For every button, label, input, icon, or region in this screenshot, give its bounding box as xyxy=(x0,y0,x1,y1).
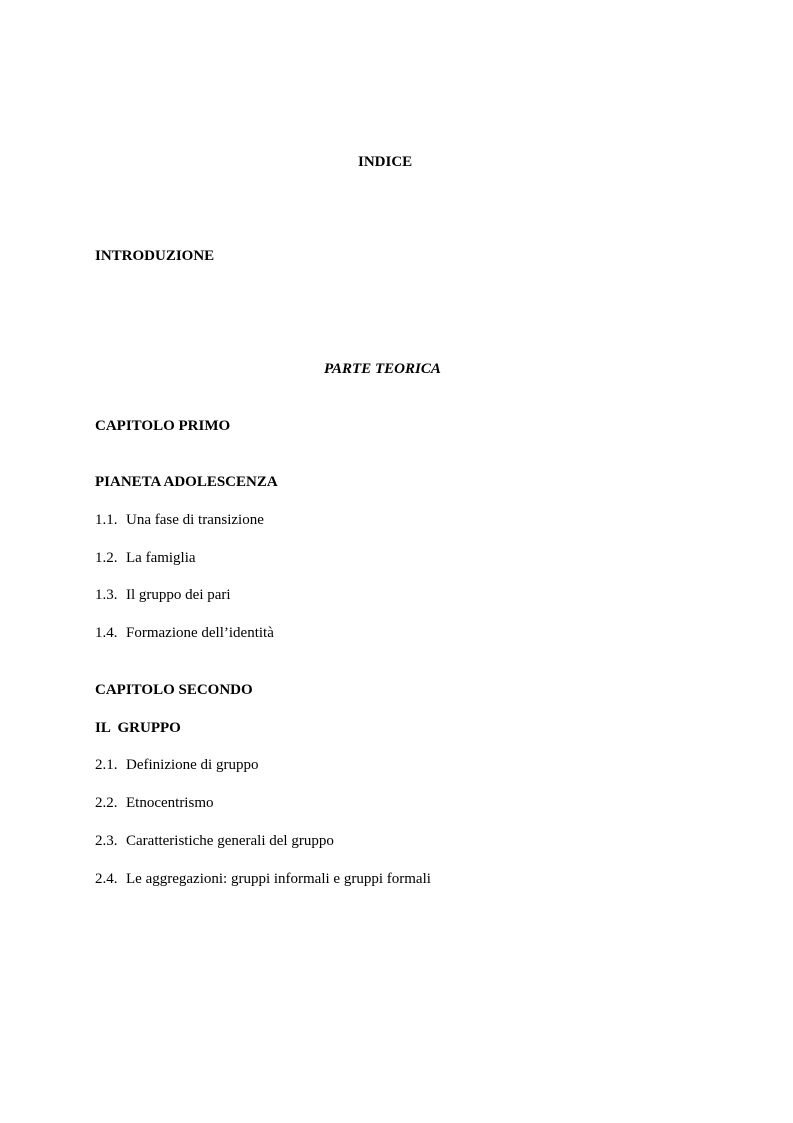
toc-entry-number: 1.2. xyxy=(95,550,118,566)
toc-entry-text: La famiglia xyxy=(126,550,196,566)
chapter-2-label: CAPITOLO SECONDO xyxy=(95,682,253,698)
toc-entry-text: Formazione dell’identità xyxy=(126,625,274,641)
toc-entry xyxy=(95,586,231,604)
toc-entry-text: Definizione di gruppo xyxy=(126,757,259,773)
part-heading: PARTE TEORICA xyxy=(324,361,441,377)
toc-entry xyxy=(95,624,274,642)
toc-entry xyxy=(95,511,264,529)
chapter-1-label: CAPITOLO PRIMO xyxy=(95,418,231,434)
toc-entry-number: 2.2. xyxy=(95,795,118,811)
toc-entry xyxy=(95,832,334,850)
toc-entry-number: 1.1. xyxy=(95,512,118,528)
toc-entry-number: 2.3. xyxy=(95,833,118,849)
toc-entry-text: Caratteristiche generali del gruppo xyxy=(126,833,334,849)
chapter-2-title: IL GRUPPO xyxy=(95,720,181,736)
page-title: INDICE xyxy=(358,154,413,170)
introduction-heading: INTRODUZIONE xyxy=(95,248,215,264)
toc-entry xyxy=(95,549,196,567)
toc-entry-number: 1.3. xyxy=(95,587,118,603)
toc-entry-number: 2.1. xyxy=(95,757,118,773)
toc-entry-number: 2.4. xyxy=(95,871,118,887)
toc-entry-number: 1.4. xyxy=(95,625,118,641)
toc-entry xyxy=(95,794,213,812)
toc-entry-text: Una fase di transizione xyxy=(126,512,264,528)
chapter-1-title: PIANETA ADOLESCENZA xyxy=(95,474,278,490)
toc-entry-text: Etnocentrismo xyxy=(126,795,214,811)
toc-entry-text: Le aggregazioni: gruppi informali e gruppi formali xyxy=(126,871,431,887)
toc-entry xyxy=(95,756,258,774)
toc-entry xyxy=(95,870,431,888)
toc-entry-text: Il gruppo dei pari xyxy=(126,587,231,603)
